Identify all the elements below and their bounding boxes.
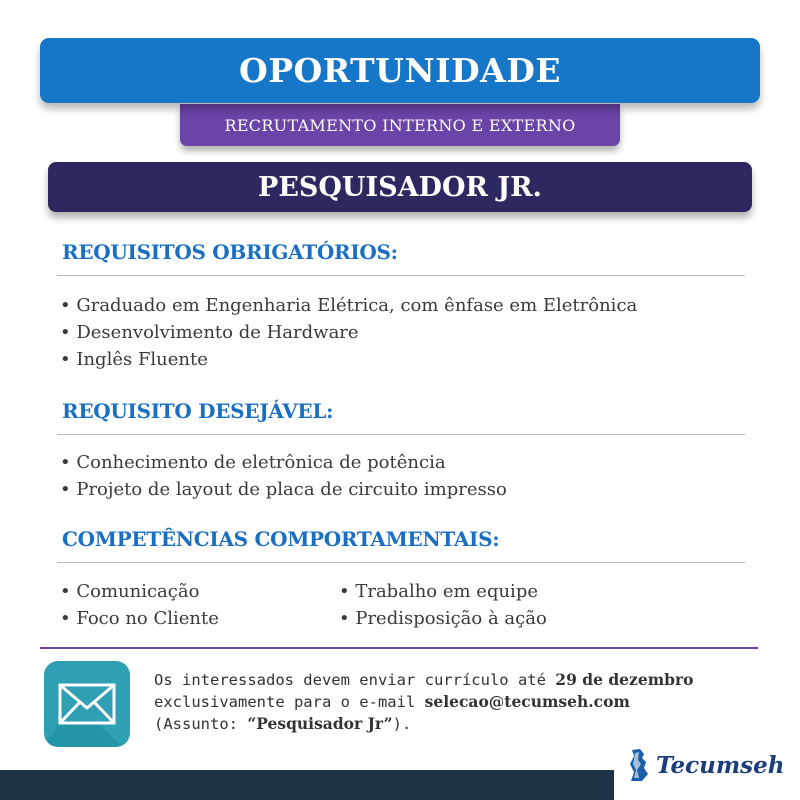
section-title-mandatory: REQUISITOS OBRIGATÓRIOS:	[62, 240, 398, 264]
job-title: PESQUISADOR JR.	[258, 171, 542, 203]
divider-accent	[40, 647, 758, 649]
section-title-behavioral: COMPETÊNCIAS COMPORTAMENTAIS:	[62, 527, 500, 551]
contact-info: Os interessados devem enviar currículo até 29 de dezembro exclusivamente para o e-mail selecao@tecumseh.com (Assunto: “Pesquisador Jr”).	[154, 670, 694, 733]
section-title-desirable: REQUISITO DESEJÁVEL:	[62, 399, 334, 423]
mandatory-list	[60, 292, 637, 373]
desirable-list	[60, 449, 507, 503]
divider	[57, 562, 745, 563]
envelope-icon	[44, 661, 130, 747]
list-item: • Predisposição à ação	[339, 605, 547, 632]
list-item: • Graduado em Engenharia Elétrica, com ênfase em Eletrônica	[60, 292, 637, 319]
subtitle-banner	[180, 104, 620, 146]
divider	[57, 275, 745, 276]
tecumseh-logo-icon	[628, 748, 650, 782]
list-item: • Trabalho em equipe	[339, 578, 547, 605]
behavioral-list-left	[60, 578, 219, 632]
title-banner	[40, 38, 760, 103]
divider	[57, 434, 745, 435]
list-item: • Conhecimento de eletrônica de potência	[60, 449, 507, 476]
email-address[interactable]: selecao@tecumseh.com	[424, 692, 630, 711]
list-item: • Foco no Cliente	[60, 605, 219, 632]
subtitle-text: RECRUTAMENTO INTERNO E EXTERNO	[224, 115, 576, 135]
email-subject: “Pesquisador Jr”	[247, 714, 393, 733]
list-item: • Projeto de layout de placa de circuito impresso	[60, 476, 507, 503]
behavioral-list-right	[339, 578, 547, 632]
deadline: 29 de dezembro	[555, 670, 694, 689]
brand-name: Tecumseh	[656, 751, 785, 779]
list-item: • Inglês Fluente	[60, 346, 637, 373]
brand-logo	[628, 748, 784, 782]
list-item: • Desenvolvimento de Hardware	[60, 319, 637, 346]
page-title: OPORTUNIDADE	[238, 51, 562, 90]
job-title-banner	[48, 162, 752, 212]
list-item: • Comunicação	[60, 578, 219, 605]
